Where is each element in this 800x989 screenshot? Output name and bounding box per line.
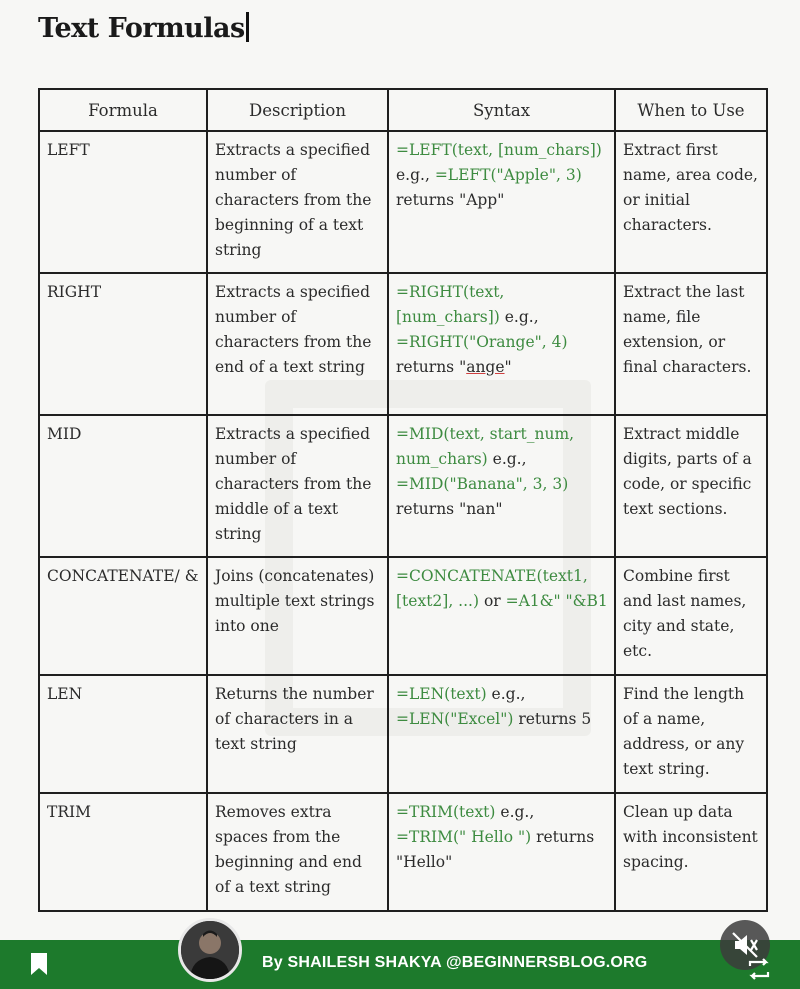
header-formula: Formula	[39, 89, 207, 131]
table-row	[39, 675, 767, 793]
when-cell: Find the length of a name, address, or any text string.	[615, 675, 767, 793]
footer-bar	[0, 940, 800, 989]
header-syntax: Syntax	[388, 89, 615, 131]
author-byline: By SHAILESH SHAKYA @BEGINNERSBLOG.ORG	[262, 954, 648, 971]
table-header-row	[39, 89, 767, 131]
formula-cell: CONCATENATE/ &	[39, 557, 207, 675]
formula-cell: LEFT	[39, 131, 207, 273]
syntax-cell: =RIGHT(text, [num_chars]) e.g., =RIGHT("Orange", 4) returns "ange"	[388, 273, 615, 415]
syntax-cell: =TRIM(text) e.g., =TRIM(" Hello ") returns "Hello"	[388, 793, 615, 911]
person-icon	[181, 921, 239, 979]
bookmark-icon[interactable]	[30, 952, 48, 976]
description-cell: Extracts a specified number of characters from the middle of a text string	[207, 415, 388, 557]
description-cell: Returns the number of characters in a text string	[207, 675, 388, 793]
spellcheck-word: ange	[466, 358, 505, 376]
table-row	[39, 557, 767, 675]
table-row	[39, 273, 767, 415]
formula-cell: MID	[39, 415, 207, 557]
page-title: Text Formulas	[38, 12, 249, 44]
description-cell: Extracts a specified number of characters from the end of a text string	[207, 273, 388, 415]
text-caret	[246, 12, 249, 42]
when-cell: Extract the last name, file extension, or final characters.	[615, 273, 767, 415]
description-cell: Removes extra spaces from the beginning and end of a text string	[207, 793, 388, 911]
formula-table	[38, 88, 768, 912]
description-cell: Joins (concatenates) multiple text strings into one	[207, 557, 388, 675]
avatar[interactable]	[178, 918, 242, 982]
description-cell: Extracts a specified number of characters from the beginning of a text string	[207, 131, 388, 273]
repost-icon[interactable]	[744, 954, 774, 984]
when-cell: Extract middle digits, parts of a code, or specific text sections.	[615, 415, 767, 557]
syntax-cell: =LEFT(text, [num_chars]) e.g., =LEFT("Apple", 3) returns "App"	[388, 131, 615, 273]
when-cell: Combine first and last names, city and state, etc.	[615, 557, 767, 675]
formula-cell: LEN	[39, 675, 207, 793]
table-row	[39, 793, 767, 911]
when-cell: Clean up data with inconsistent spacing.	[615, 793, 767, 911]
table-row	[39, 131, 767, 273]
table-row	[39, 415, 767, 557]
when-cell: Extract first name, area code, or initial characters.	[615, 131, 767, 273]
formula-cell: RIGHT	[39, 273, 207, 415]
header-description: Description	[207, 89, 388, 131]
syntax-cell: =CONCATENATE(text1, [text2], ...) or =A1&" "&B1	[388, 557, 615, 675]
header-when-to-use: When to Use	[615, 89, 767, 131]
formula-cell: TRIM	[39, 793, 207, 911]
syntax-cell: =MID(text, start_num, num_chars) e.g., =MID("Banana", 3, 3) returns "nan"	[388, 415, 615, 557]
syntax-cell: =LEN(text) e.g., =LEN("Excel") returns 5	[388, 675, 615, 793]
